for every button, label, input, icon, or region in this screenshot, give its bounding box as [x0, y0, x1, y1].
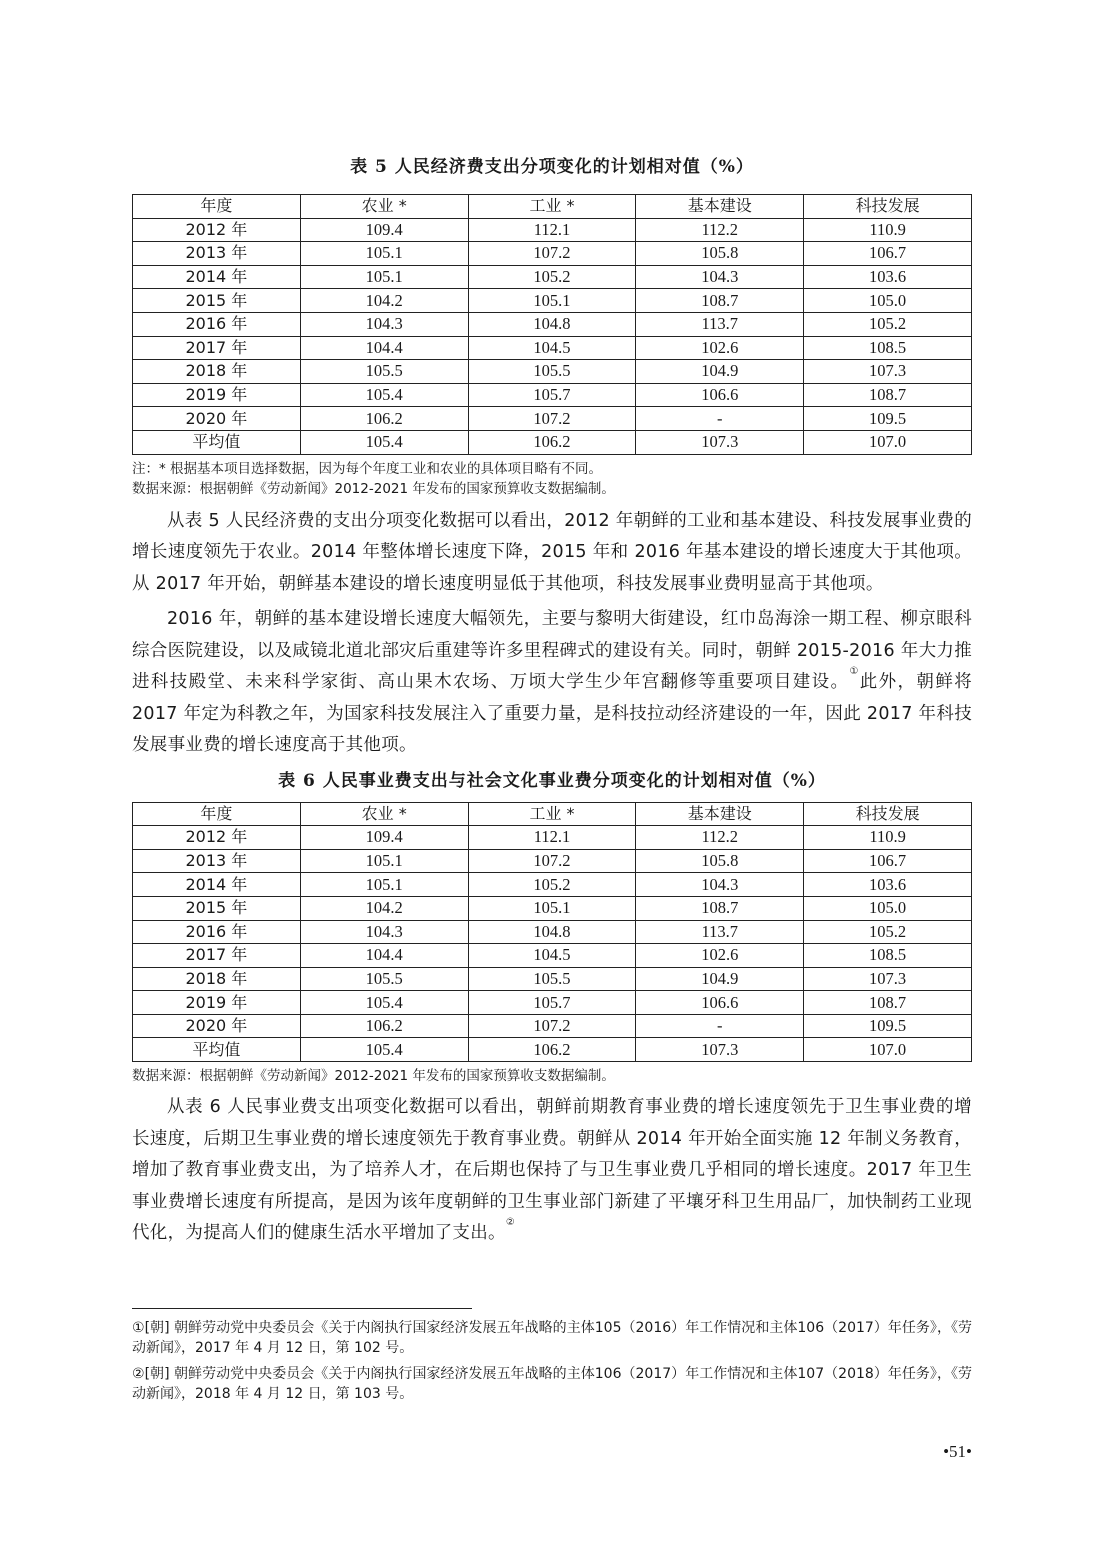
cell-construction: 108.7 [636, 289, 804, 313]
cell-agriculture: 104.3 [300, 920, 468, 944]
table-row [133, 1014, 972, 1038]
table-row [133, 1038, 972, 1062]
footnote-ref-2: ② [505, 1217, 516, 1229]
table-row [133, 289, 972, 313]
cell-agriculture: 105.4 [300, 991, 468, 1015]
cell-construction: 105.8 [636, 849, 804, 873]
cell-year: 2012 年 [133, 826, 301, 850]
cell-year: 2019 年 [133, 383, 301, 407]
cell-industry: 105.1 [468, 289, 636, 313]
table5-header-row [133, 195, 972, 219]
paragraph-1: 从表 5 人民经济费的支出分项变化数据可以看出，2012 年朝鲜的工业和基本建设、科技发展事业费的增长速度领先于农业。2014 年整体增长速度下降，2015 年和 2016 年基本建设的增长速度大于其他项。从 2017 年开始，朝鲜基本建设的增长速度明显低于其他项，科技发展事业费明显高于其他项。 [132, 510, 972, 594]
cell-year: 2019 年 [133, 991, 301, 1015]
cell-science-tech: 105.0 [804, 289, 972, 313]
cell-year: 2020 年 [133, 407, 301, 431]
footnotes [132, 1318, 972, 1410]
table-row [133, 312, 972, 336]
table6 [132, 802, 972, 1063]
cell-construction: - [636, 1014, 804, 1038]
cell-construction: 106.6 [636, 383, 804, 407]
cell-year: 平均值 [133, 1038, 301, 1062]
cell-industry: 107.2 [468, 407, 636, 431]
cell-agriculture: 105.4 [300, 383, 468, 407]
paragraph-2-text-b: 此外，朝鲜将 2017 年定为科教之年，为国家科技发展注入了重要力量，是科技拉动经济建设的一年，因此 2017 年科技发展事业费的增长速度高于其他项。 [132, 672, 972, 756]
header-year: 年度 [133, 802, 301, 826]
cell-industry: 106.2 [468, 430, 636, 454]
footnote-2: ②[朝] 朝鲜劳动党中央委员会《关于内阁执行国家经济发展五年战略的主体106（2017）年工作情况和主体107（2018）年任务》，《劳动新闻》，2018 年 4 月 12 日，第 103 号。 [132, 1366, 972, 1402]
cell-science-tech: 106.7 [804, 849, 972, 873]
cell-agriculture: 104.3 [300, 312, 468, 336]
cell-construction: 112.2 [636, 218, 804, 242]
cell-agriculture: 104.2 [300, 896, 468, 920]
cell-science-tech: 106.7 [804, 242, 972, 266]
cell-year: 2016 年 [133, 920, 301, 944]
paragraph-2 [132, 604, 972, 762]
table-row [133, 242, 972, 266]
cell-agriculture: 105.5 [300, 360, 468, 384]
header-construction: 基本建设 [636, 195, 804, 219]
page-content [132, 150, 972, 1250]
table5 [132, 194, 972, 455]
cell-science-tech: 109.5 [804, 1014, 972, 1038]
cell-construction: 102.6 [636, 944, 804, 968]
cell-science-tech: 108.7 [804, 383, 972, 407]
cell-year: 2017 年 [133, 336, 301, 360]
header-year: 年度 [133, 195, 301, 219]
cell-year: 2015 年 [133, 289, 301, 313]
cell-year: 2017 年 [133, 944, 301, 968]
cell-year: 2018 年 [133, 360, 301, 384]
cell-construction: 106.6 [636, 991, 804, 1015]
cell-agriculture: 106.2 [300, 407, 468, 431]
cell-year: 2020 年 [133, 1014, 301, 1038]
cell-industry: 104.8 [468, 312, 636, 336]
footnote-ref-1: ① [849, 666, 860, 678]
paragraph-3 [132, 1092, 972, 1250]
table-row [133, 407, 972, 431]
cell-science-tech: 107.0 [804, 1038, 972, 1062]
table6-source: 数据来源：根据朝鲜《劳动新闻》2012-2021 年发布的国家预算收支数据编制。 [132, 1068, 615, 1085]
cell-agriculture: 105.1 [300, 265, 468, 289]
header-construction: 基本建设 [636, 802, 804, 826]
cell-agriculture: 105.1 [300, 873, 468, 897]
cell-industry: 105.2 [468, 265, 636, 289]
cell-industry: 107.2 [468, 1014, 636, 1038]
table-row [133, 826, 972, 850]
cell-construction: - [636, 407, 804, 431]
cell-construction: 113.7 [636, 312, 804, 336]
cell-year: 2014 年 [133, 873, 301, 897]
header-science-tech: 科技发展 [804, 802, 972, 826]
cell-agriculture: 105.5 [300, 967, 468, 991]
cell-construction: 112.2 [636, 826, 804, 850]
table-row [133, 430, 972, 454]
cell-science-tech: 103.6 [804, 265, 972, 289]
page-number: •51• [943, 1442, 972, 1461]
cell-industry: 105.1 [468, 896, 636, 920]
cell-construction: 102.6 [636, 336, 804, 360]
table5-source: 数据来源：根据朝鲜《劳动新闻》2012-2021 年发布的国家预算收支数据编制。 [132, 480, 615, 497]
header-industry: 工业 * [468, 802, 636, 826]
cell-industry: 104.8 [468, 920, 636, 944]
cell-construction: 108.7 [636, 896, 804, 920]
footnote-divider [132, 1308, 472, 1309]
cell-construction: 107.3 [636, 1038, 804, 1062]
cell-year: 2016 年 [133, 312, 301, 336]
table6-caption: 表 6 人民事业费支出与社会文化事业费分项变化的计划相对值（%） [278, 770, 826, 791]
table-row [133, 967, 972, 991]
cell-year: 2012 年 [133, 218, 301, 242]
cell-construction: 107.3 [636, 430, 804, 454]
table-row [133, 920, 972, 944]
cell-industry: 104.5 [468, 336, 636, 360]
cell-construction: 104.9 [636, 360, 804, 384]
header-agriculture: 农业 * [300, 195, 468, 219]
cell-science-tech: 110.9 [804, 826, 972, 850]
cell-year: 2013 年 [133, 849, 301, 873]
cell-science-tech: 103.6 [804, 873, 972, 897]
header-agriculture: 农业 * [300, 802, 468, 826]
cell-year: 2014 年 [133, 265, 301, 289]
cell-science-tech: 108.5 [804, 336, 972, 360]
cell-year: 2013 年 [133, 242, 301, 266]
cell-industry: 105.7 [468, 991, 636, 1015]
cell-agriculture: 109.4 [300, 826, 468, 850]
cell-industry: 105.5 [468, 967, 636, 991]
cell-science-tech: 105.2 [804, 920, 972, 944]
cell-science-tech: 107.3 [804, 360, 972, 384]
cell-industry: 105.7 [468, 383, 636, 407]
table5-caption: 表 5 人民经济费支出分项变化的计划相对值（%） [350, 157, 754, 177]
cell-construction: 105.8 [636, 242, 804, 266]
table6-body [133, 826, 972, 1062]
table-row [133, 849, 972, 873]
cell-science-tech: 108.7 [804, 991, 972, 1015]
cell-year: 平均值 [133, 430, 301, 454]
cell-industry: 107.2 [468, 242, 636, 266]
table-row [133, 265, 972, 289]
header-industry: 工业 * [468, 195, 636, 219]
table-row [133, 991, 972, 1015]
paragraph-3-text: 从表 6 人民事业费支出项变化数据可以看出，朝鲜前期教育事业费的增长速度领先于卫生事业费的增长速度，后期卫生事业费的增长速度领先于教育事业费。朝鲜从 2014 年开始全面实施 12 年制义务教育，增加了教育事业费支出，为了培养人才，在后期也保持了与卫生事业费几乎相同的增长速度。2017 年卫生事业费增长速度有所提高，是因为该年度朝鲜的卫生事业部门新建了平壤牙科卫生用品厂，加快制药工业现代化，为提高人们的健康生活水平增加了支出。 [132, 1097, 972, 1244]
table6-header-row [133, 802, 972, 826]
cell-industry: 106.2 [468, 1038, 636, 1062]
cell-agriculture: 104.4 [300, 944, 468, 968]
table-row [133, 896, 972, 920]
cell-science-tech: 110.9 [804, 218, 972, 242]
cell-agriculture: 106.2 [300, 1014, 468, 1038]
cell-agriculture: 105.4 [300, 1038, 468, 1062]
cell-construction: 113.7 [636, 920, 804, 944]
table-row [133, 873, 972, 897]
cell-year: 2015 年 [133, 896, 301, 920]
cell-science-tech: 105.0 [804, 896, 972, 920]
footnote-1: ①[朝] 朝鲜劳动党中央委员会《关于内阁执行国家经济发展五年战略的主体105（2016）年工作情况和主体106（2017）年任务》，《劳动新闻》，2017 年 4 月 12 日，第 102 号。 [132, 1320, 972, 1356]
cell-industry: 105.5 [468, 360, 636, 384]
table-row [133, 383, 972, 407]
cell-agriculture: 105.1 [300, 849, 468, 873]
cell-industry: 104.5 [468, 944, 636, 968]
table-row [133, 218, 972, 242]
cell-agriculture: 105.1 [300, 242, 468, 266]
table5-body [133, 218, 972, 454]
cell-industry: 107.2 [468, 849, 636, 873]
table-row [133, 336, 972, 360]
cell-science-tech: 105.2 [804, 312, 972, 336]
cell-science-tech: 108.5 [804, 944, 972, 968]
cell-agriculture: 105.4 [300, 430, 468, 454]
cell-agriculture: 104.2 [300, 289, 468, 313]
table5-note: 注：* 根据基本项目选择数据，因为每个年度工业和农业的具体项目略有不同。 [132, 460, 603, 477]
table-row [133, 944, 972, 968]
cell-industry: 112.1 [468, 826, 636, 850]
cell-science-tech: 109.5 [804, 407, 972, 431]
cell-construction: 104.9 [636, 967, 804, 991]
cell-construction: 104.3 [636, 873, 804, 897]
cell-agriculture: 104.4 [300, 336, 468, 360]
cell-agriculture: 109.4 [300, 218, 468, 242]
header-science-tech: 科技发展 [804, 195, 972, 219]
table-row [133, 360, 972, 384]
paragraph-2-text-a: 2016 年，朝鲜的基本建设增长速度大幅领先，主要与黎明大街建设，红巾岛海涂一期工程、柳京眼科综合医院建设，以及咸镜北道北部灾后重建等许多里程碑式的建设有关。同时，朝鲜 2015-2016 年大力推进科技殿堂、未来科学家街、高山果木农场、万顷大学生少年宫翻修等重要项目建设。 [132, 609, 972, 693]
cell-industry: 105.2 [468, 873, 636, 897]
cell-construction: 104.3 [636, 265, 804, 289]
cell-science-tech: 107.3 [804, 967, 972, 991]
cell-year: 2018 年 [133, 967, 301, 991]
cell-science-tech: 107.0 [804, 430, 972, 454]
cell-industry: 112.1 [468, 218, 636, 242]
